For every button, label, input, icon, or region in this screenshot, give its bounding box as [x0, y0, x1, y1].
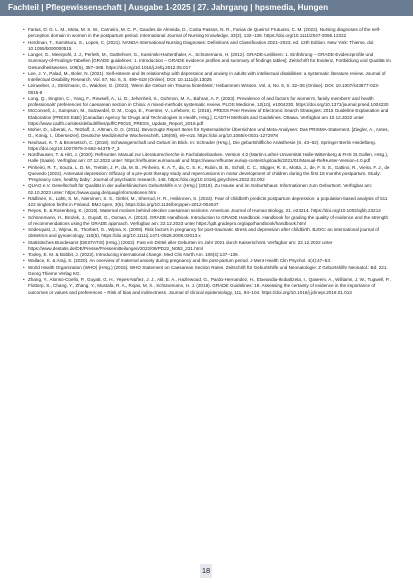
reference-item: • Neuhaus, K. T. & Bronsetsch, C. (2018). Schwangerschaft und Geburt im Blick. In: Schrader (Hrsg.), Die geburtshilfliche Anästhesie (S. 43–62). Springer Berlin Heidelberg. https://doi.org/10.1007/978-3-662-54375-7_3: [23, 140, 391, 153]
reference-item: • Söderquist, J., Wijma, B., Thorbert, G., Wijma, K. (2009). Risk factors in pregnancy for post-traumatic stress and depression after childbirth. BJOG: an international journal of obstetrics and gynaecology, 116(5), https://doi.org/10.1111/j.1471-0528.2008.02013.x: [23, 227, 391, 240]
reference-item: • Langer, G., Meerpohl, J. J., Perleth, M., Gartlehner, G., Kaminski-Hartenthaler, A., Schünemann, H. (2012). GRADE-Leitlinien: 1. Einführung – GRADE-Evidenzprofile und Summary-of-Findings-Tabellen [GRADE guidelines: 1. Introduction – GRADE evidence profiles and summary of findings tables]. Zeitschrift für Evidenz, Fortbildung und Qualität im Gesundheitswesen, 106(5), 357–368. https://doi.org/10.1016/j.zefq.2012.05.017: [23, 52, 391, 71]
reference-item: • Farias, D. G. L. M., Mota, M. S. W., Carneiro, M. C. P., Gaudes de Almeida, D., Costa Passos, N. R., Farias de Queiroz Frutuoso, C. M. (2022). Nursing diagnoses of the self-perception domain in women in the postpartum period. International Journal of Nursing Knowledge, 33(2), 132–138. https://doi.org/10.1111/2047-3095.12322: [23, 27, 391, 40]
reference-item: • Zhang, Y., Alonso-Coello, P., Guyatt, G. H., Yepes-Nuñez, J. J., Akl, E. A., Hazlewood, G., Pardo-Hernandez, H., Etxeandia-Ikobaltzeta, I., Qaseem, A., Williams, J. W., Tugwell, P., Flottorp, S., Chang, Y., Zhang, Y., Mustafa, R. A., Rojas, M. X., Schünemann, H. J. (2019). GRADE Guidelines: 19. Assessing the certainty of evidence in the importance of outcomes or values and preferences – Risk of bias and indirectness. Journal of clinical epidemiology, 111, 94–104. https://doi.org/10.1016/j.jclinepi.2018.01.013: [23, 277, 391, 296]
reference-item: • Leinweber, J., Stritzmann, G., Waldner, G. (2023). 'Wenn die Geburt ein Trauma hinterlässt.' Hebammen Wissen. Vol. 4, No. 6, S. 32–36 (Online). DOI: 10.1007/s43877-023-0815-9: [23, 83, 391, 96]
reference-item: • Moher, D., Liberati, A., Tetzlaff, J., Altman, D. G. (2011). Bevorzugte Report Items für Systematische Übersichten und Meta-Analysen: Das PRISMA-Statement. [Ziegler, A., Antes, G., König, I., Übersetzer]. Deutsche Medizinische Wochenschrift, 136(08), e9–e15. https://doi.org/10.1055/s-0031-1272978: [23, 127, 391, 140]
reference-item: • Tooley, E. M. & Bobbit, J. (2022). Introducing international change. Med Clin North Am. 106(4):137–139.: [23, 252, 391, 258]
reference-item: • Herdman, T., Kamitsuru, S., Lopes, C. (2021). NANDA International Nursing Diagnoses: Definitions and Classification 2021–2023, ed. 12th Edition. New York: Thieme. doi: 10.1055/b000000515: [23, 40, 391, 53]
reference-item: • Reyes, E. & Rosenberg, K. (2019). Maternal motives behind elective caesarean sections. American Journal of Human Biology, 31, e23214. https://doi.org/10.1002/ajhb.23214: [23, 208, 391, 214]
reference-item: • QUAG e.V. Gesellschaft für Qualität in der außerklinischen Geburtshilfe e.V. (Hrsg.) (2019). Zu Hause und im Geburtshaus: Informationen zum Geburtsort. Verfügbar am: 02.10.2023 unter: https://www.quag.de/quag/informationen.htm: [23, 183, 391, 196]
reference-item: • Pinheiro, R. T., Souza, L. D. M., Trettim, J. P., da, M. B., Pinheiro, K. A. T., da, C. S. K., Rubin, B. B., Scholl, C. C., Stigger, R. S., Motta, J., de, F. S. S., Gattino, R., Vieira, F. J., de Quevedo (2022). Antenatal depression: Efficacy of a pre-post therapy study and repercussions in motor development of children during the first 18 months postpartum. Study: 'Pregnancy care, healthy baby'. Journal of psychiatric research, 148, https://doi.org/10.1016/j.jpsychires.2022.02.002: [23, 165, 391, 184]
reference-item: • Wallace, K. & Araji, S. (2020). An overview of maternal anxiety during pregnancy and the post-partum period. J Ment Health Clin Psychol. 4(4):47–53.: [23, 258, 391, 264]
reference-item: • Schünemann, H., Brożek, J., Guyatt, G., Oxman, A. (2013). GRADE Handbook. Introduction to GRADE Handbook. Handbook for grading the quality of evidence and the strength of recommendations using the GRADE approach. Verfügbar am: 22.12.2023 unter https://gdt.gradepro.org/app/handbook/handbook.html: [23, 215, 391, 228]
reference-item: • Lee, J. Y., Palad, M., Boler, N. (2021). Self-esteem and its relationship with depression and anxiety in adults with intellectual disabilities: a systematic literature review. Journal of Intellectual Disability Research. Vol. 67, No. 6, S. 499–518 (Online). DOI: 10.1111/jir.13025: [23, 71, 391, 84]
reference-item: • World Health Organization (WHO) (Hrsg.) (2015). WHO Statement on Caesarean Section Rates. Zeitschrift für Geburtshilfe und Neonatologie: Z Geburtshilfe Neonatol.: Bd. 221. Georg Thieme Verlag KG.: [23, 265, 391, 278]
page-number: 18: [186, 564, 226, 578]
reference-list: [23, 27, 391, 296]
reference-item: • Rädlinen, S., Lahti, S. M., Nieminen, S. S., Girtler, M., Sherrud, H. R., Heikinnen, S. (2023). Fear of childbirth predicts postpartum depression: a population-based analysis of 511 422 singleton births in Finland. BMJ open, 3(5), https://doi.org/10.1136/bmjopen-2012-004047: [23, 196, 391, 209]
reference-item: • McConnell, J., Sampson, M., Salzwedel, D. M., Cogo, E., Foerster, V., Lefebvre, C. (2016). PRESS Peer Review of Electronic Search Strategies: 2015 Guideline Explanation and Elaboration (PRESS E&E) [Canadian Agency for Drugs and Technologies in Health, Hrsg.]. CADTH Methods and Guidelines. Ottawa. Verfügbar am 10.12.2022 unter https://www.cadth.ca/sites/default/files/pdf/CP0015_PRESS_Update_Report_2016.pdf: [23, 108, 391, 127]
reference-item: • Statistisches Bundesamt (DESTATIS) (Hrsg.) (2022). Fast ein Drittel aller Geburten im Jahr 2021 durch Kaiserschnitt. Verfügbar am: 22.12.2022 unter https://www.destatis.de/DE/Presse/Pressemitteilungen/2022/09/PD22_N053_231.html: [23, 240, 391, 253]
reference-item: • Nordhausen, T. & Hirt, J. (2020): RefHunter. Manual zur Literaturrecherche in Fachdatenbanken. Version 4.0 (Martin-Luther-Universität Halle-Wittenberg & FHS St.Gallen, Hrsg.), Halle (Saale). Verfügbar am: 07.12.2022 unter: https://refhunter.eu/manual/ und https://www.refhunter.eu/wp-content/uploads/2021/01/Manual-RefHunter-Version-4.0.pdf: [23, 152, 391, 165]
reference-item: • Long, Q., Sington, C., Yang, F., Rowsell, A., Li, D., Jehenheit, S., Gohmon, M. A., Bahran, A. F. (2023). Prevalence of and factors for women's, family members' and health professionals' preferences for caesarean section in China: A mixed-methods systematic review. PLOS Medicine, 12(10), e1004230. https://doi.org/10.1371/journal.pmed.1004230: [23, 96, 391, 109]
running-header: Fachteil | Pflegewissenschaft | Ausgabe 1-2025 | 27. Jahrgang | hpsmedia, Hungen: [0, 0, 413, 16]
